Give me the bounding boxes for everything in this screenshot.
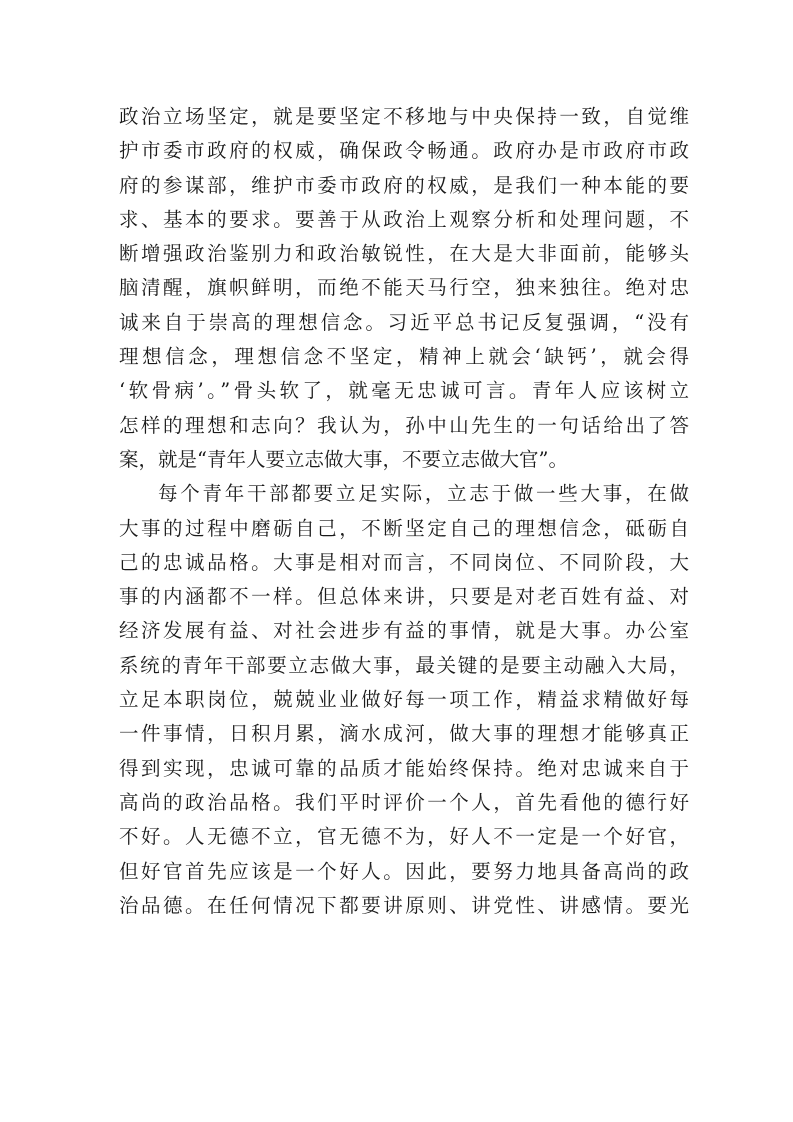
text-line: 系统的青年干部要立志做大事，最关键的是要主动融入大局， xyxy=(119,653,689,677)
text-line: 护市委市政府的权威，确保政令畅通。政府办是市政府市政 xyxy=(119,139,689,163)
text-line: ‘软骨病’。”骨头软了，就毫无忠诚可言。青年人应该树立 xyxy=(119,379,689,403)
text-line: 立足本职岗位，兢兢业业做好每一项工作，精益求精做好每 xyxy=(119,688,689,712)
text-line: 一件事情，日积月累，滴水成河，做大事的理想才能够真正 xyxy=(119,722,689,746)
text-line: 脑清醒，旗帜鲜明，而绝不能天马行空，独来独往。绝对忠 xyxy=(119,276,689,300)
text-line: 案，就是“青年人要立志做大事，不要立志做大官”。 xyxy=(119,447,568,471)
paragraph-start-line: 每个青年干部都要立足实际，立志于做一些大事，在做 xyxy=(158,482,689,506)
text-line: 得到实现，忠诚可靠的品质才能始终保持。绝对忠诚来自于 xyxy=(119,756,689,780)
text-line: 事的内涵都不一样。但总体来讲，只要是对老百姓有益、对 xyxy=(119,585,689,609)
text-line: 理想信念，理想信念不坚定，精神上就会‘缺钙’，就会得 xyxy=(119,345,689,369)
text-line: 断增强政治鉴别力和政治敏锐性，在大是大非面前，能够头 xyxy=(119,242,689,266)
text-line: 高尚的政治品格。我们平时评价一个人，首先看他的德行好 xyxy=(119,790,689,814)
text-line: 府的参谋部，维护市委市政府的权威，是我们一种本能的要 xyxy=(119,173,689,197)
text-line: 政治立场坚定，就是要坚定不移地与中央保持一致，自觉维 xyxy=(119,105,689,128)
text-line: 怎样的理想和志向？我认为，孙中山先生的一句话给出了答 xyxy=(119,413,689,437)
text-line: 经济发展有益、对社会进步有益的事情，就是大事。办公室 xyxy=(119,619,689,643)
text-line: 己的忠诚品格。大事是相对而言，不同岗位、不同阶段，大 xyxy=(119,550,689,574)
text-line: 诚来自于崇高的理想信念。习近平总书记反复强调，“没有 xyxy=(119,310,689,334)
body-text xyxy=(119,100,689,923)
text-line: 求、基本的要求。要善于从政治上观察分析和处理问题，不 xyxy=(119,207,689,231)
text-line: 大事的过程中磨砺自己，不断坚定自己的理想信念，砥砺自 xyxy=(119,516,689,540)
text-line: 但好官首先应该是一个好人。因此，要努力地具备高尚的政 xyxy=(119,859,689,883)
text-line: 不好。人无德不立，官无德不为，好人不一定是一个好官， xyxy=(119,825,689,849)
text-line: 治品德。在任何情况下都要讲原则、讲党性、讲感情。要光 xyxy=(119,893,689,917)
